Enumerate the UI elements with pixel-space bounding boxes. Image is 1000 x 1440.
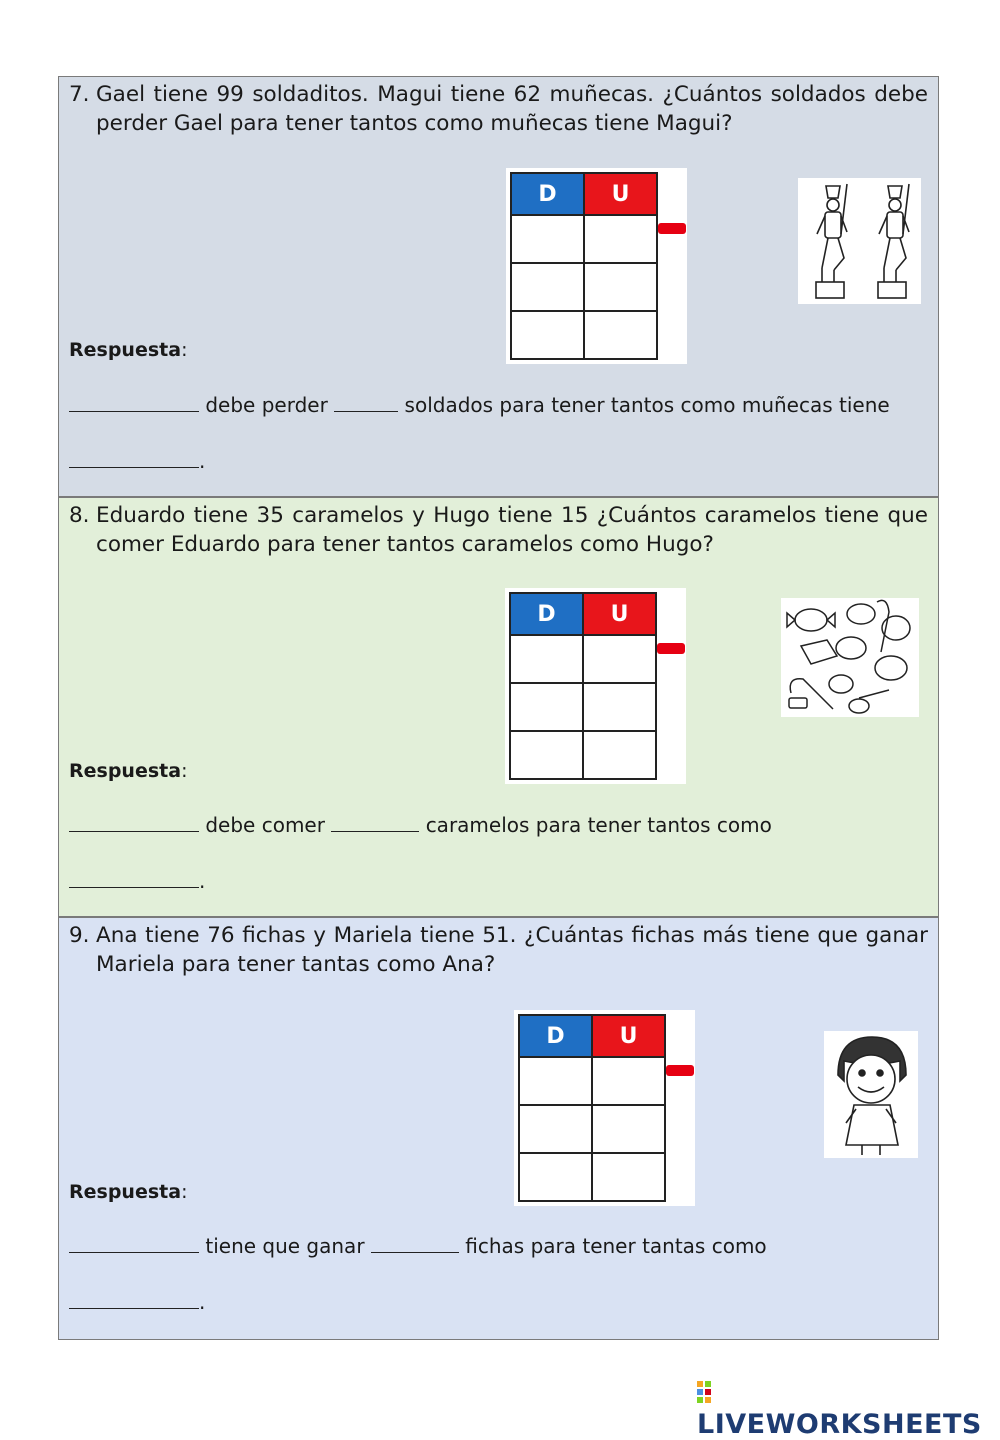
du-cell[interactable] [592,1105,665,1153]
question-7 [69,80,928,138]
answer-sentence: debe perder soldados para tener tantos como muñecas tiene [69,393,890,417]
liveworksheets-logo-icon [697,1379,719,1405]
question-number: 8. [69,503,90,528]
du-cell[interactable] [511,263,584,311]
problem-9 [58,917,939,1340]
question-9 [69,921,928,979]
minus-sign-icon [666,1065,694,1076]
du-cell[interactable] [511,215,584,263]
answer-blank[interactable] [69,1290,199,1309]
answer-sentence-end: . [69,869,205,893]
question-number: 7. [69,82,90,107]
answer-blank[interactable] [69,449,199,468]
du-table-7 [506,168,687,364]
du-cell[interactable] [584,215,657,263]
candies-image [781,598,919,717]
du-cell[interactable] [510,635,583,683]
answer-label: Respuesta: [69,339,188,361]
du-table-8 [505,588,686,784]
du-cell[interactable] [519,1057,592,1105]
question-text: Ana tiene 76 fichas y Mariela tiene 51. ¿Cuántas fichas más tiene que ganar Mariela para tener tantas como Ana? [96,923,928,977]
du-cell[interactable] [592,1057,665,1105]
answer-sentence-end: . [69,1290,205,1314]
du-cell[interactable] [584,263,657,311]
liveworksheets-logo [697,1378,1000,1440]
answer-blank[interactable] [69,393,199,412]
girl-image [824,1031,918,1158]
problem-7 [58,76,939,497]
answer-label: Respuesta: [69,1181,188,1203]
brand-text: LIVEWORKSHEETS [697,1409,982,1440]
minus-sign-icon [658,223,686,234]
question-8 [69,501,928,559]
answer-blank[interactable] [371,1234,459,1253]
answer-blank[interactable] [69,1234,199,1253]
answer-blank[interactable] [69,869,199,888]
du-cell[interactable] [584,311,657,359]
du-cell[interactable] [583,731,656,779]
units-header: U [583,593,656,635]
du-cell[interactable] [519,1105,592,1153]
tens-header: D [510,593,583,635]
toy-soldiers-image [798,178,921,304]
tens-header: D [511,173,584,215]
du-table-9 [514,1010,695,1206]
question-number: 9. [69,923,90,948]
problem-8 [58,497,939,917]
minus-sign-icon [657,643,685,654]
answer-blank[interactable] [331,813,419,832]
du-cell[interactable] [510,731,583,779]
du-cell[interactable] [592,1153,665,1201]
question-text: Eduardo tiene 35 caramelos y Hugo tiene 15 ¿Cuántos caramelos tiene que comer Eduardo para tener tantos caramelos como Hugo? [96,503,928,557]
answer-sentence: debe comer caramelos para tener tantos como [69,813,772,837]
du-cell[interactable] [583,683,656,731]
question-text: Gael tiene 99 soldaditos. Magui tiene 62 muñecas. ¿Cuántos soldados debe perder Gael para tener tantos como muñecas tiene Magui? [96,82,928,136]
answer-blank[interactable] [334,393,398,412]
answer-label: Respuesta: [69,760,188,782]
answer-sentence-end: . [69,449,205,473]
units-header: U [592,1015,665,1057]
du-cell[interactable] [519,1153,592,1201]
units-header: U [584,173,657,215]
answer-sentence: tiene que ganar fichas para tener tantas como [69,1234,767,1258]
du-cell[interactable] [583,635,656,683]
tens-header: D [519,1015,592,1057]
answer-blank[interactable] [69,813,199,832]
du-cell[interactable] [511,311,584,359]
du-cell[interactable] [510,683,583,731]
